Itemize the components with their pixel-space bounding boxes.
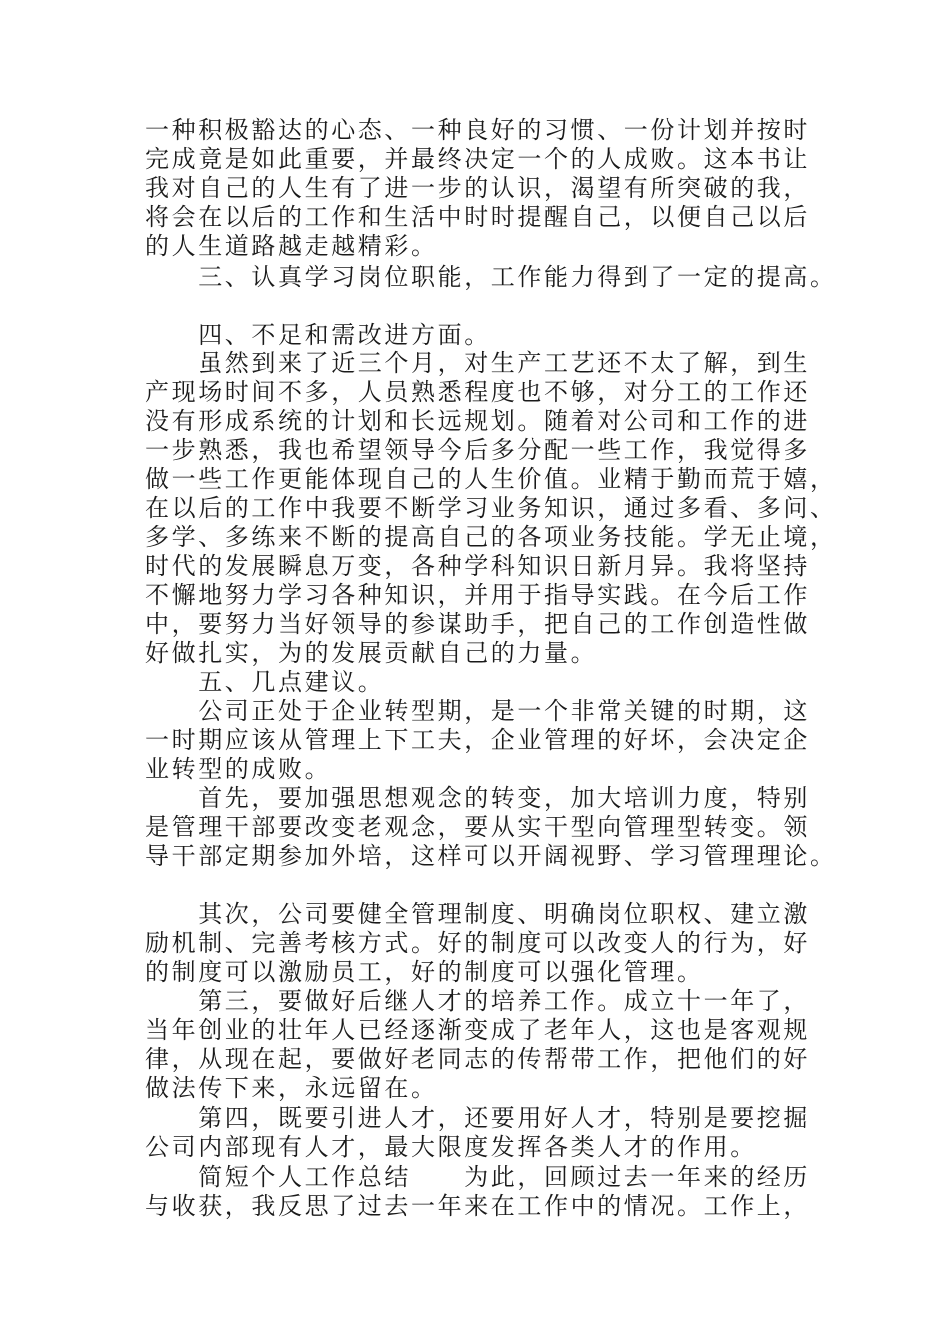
text-line: 律，从现在起，要做好老同志的传帮带工作，把他们的好	[145, 1045, 810, 1073]
text-line: 简短个人工作总结 为此，回顾过去一年来的经历	[145, 1163, 810, 1191]
text-line: 第四，既要引进人才，还要用好人才，特别是要挖掘	[145, 1104, 810, 1132]
text-line: 的制度可以激励员工，好的制度可以强化管理。	[145, 958, 704, 986]
text-line: 一种积极豁达的心态、一种良好的习惯、一份计划并按时	[145, 116, 810, 144]
text-line: 做一些工作更能体现自己的人生价值。业精于勤而荒于嬉，	[145, 465, 837, 493]
section-heading-3: 三、认真学习岗位职能，工作能力得到了一定的提高。	[145, 263, 837, 291]
text-line: 在以后的工作中我要不断学习业务知识，通过多看、多问、	[145, 494, 837, 522]
text-line: 时代的发展瞬息万变，各种学科知识日新月异。我将坚持	[145, 552, 810, 580]
text-line: 我对自己的人生有了进一步的认识，渴望有所突破的我，	[145, 174, 810, 202]
section-heading-4: 四、不足和需改进方面。	[145, 321, 491, 349]
text-line: 首先，要加强思想观念的转变，加大培训力度，特别	[145, 784, 810, 812]
text-line: 中，要努力当好领导的参谋助手，把自己的工作创造性做	[145, 610, 810, 638]
text-line: 的人生道路越走越精彩。	[145, 232, 438, 260]
text-line: 好做扎实，为的发展贡献自己的力量。	[145, 639, 598, 667]
text-line: 当年创业的壮年人已经逐渐变成了老年人，这也是客观规	[145, 1016, 810, 1044]
text-line: 完成竟是如此重要，并最终决定一个的人成败。这本书让	[145, 145, 810, 173]
text-line: 第三，要做好后继人才的培养工作。成立十一年了，	[145, 987, 810, 1015]
text-line: 公司内部现有人才，最大限度发挥各类人才的作用。	[145, 1133, 757, 1161]
text-line: 业转型的成败。	[145, 755, 332, 783]
text-line: 与收获，我反思了过去一年来在工作中的情况。工作上，	[145, 1192, 810, 1220]
text-line: 其次，公司要健全管理制度、明确岗位职权、建立激	[145, 900, 810, 928]
text-line: 虽然到来了近三个月，对生产工艺还不太了解，到生	[145, 349, 810, 377]
text-line: 将会在以后的工作和生活中时时提醒自己，以便自己以后	[145, 203, 810, 231]
section-heading-5: 五、几点建议。	[145, 668, 385, 696]
text-line: 励机制、完善考核方式。好的制度可以改变人的行为，好	[145, 929, 810, 957]
text-line: 一时期应该从管理上下工夫，企业管理的好坏，会决定企	[145, 726, 810, 754]
text-line: 做法传下来，永远留在。	[145, 1074, 438, 1102]
text-line: 一步熟悉，我也希望领导今后多分配一些工作，我觉得多	[145, 436, 810, 464]
text-line: 多学、多练来不断的提高自己的各项业务技能。学无止境，	[145, 523, 837, 551]
text-line: 产现场时间不多，人员熟悉程度也不够，对分工的工作还	[145, 378, 810, 406]
text-line: 没有形成系统的计划和长远规划。随着对公司和工作的进	[145, 407, 810, 435]
text-line: 是管理干部要改变老观念，要从实干型向管理型转变。领	[145, 813, 810, 841]
text-line: 不懈地努力学习各种知识，并用于指导实践。在今后工作	[145, 581, 810, 609]
text-line: 公司正处于企业转型期，是一个非常关键的时期，这	[145, 697, 810, 725]
text-line: 导干部定期参加外培，这样可以开阔视野、学习管理理论。	[145, 842, 837, 870]
